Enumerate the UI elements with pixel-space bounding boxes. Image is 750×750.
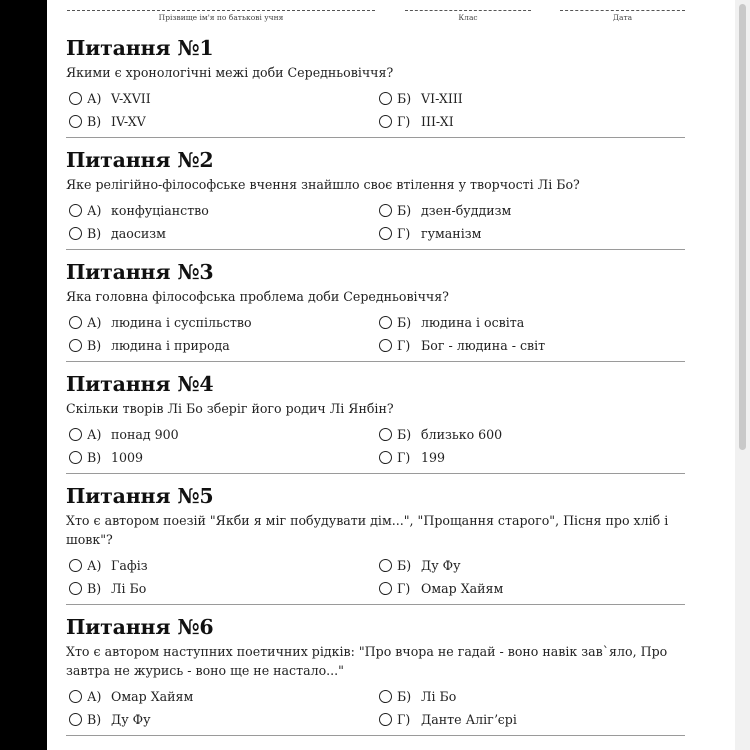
option-letter: Г) bbox=[397, 449, 411, 465]
class-caption: Клас bbox=[458, 13, 478, 22]
radio-button-icon[interactable] bbox=[69, 115, 82, 128]
option-letter: В) bbox=[87, 711, 102, 727]
option-letter: В) bbox=[87, 449, 102, 465]
radio-button-icon[interactable] bbox=[69, 582, 82, 595]
radio-button-icon[interactable] bbox=[379, 713, 392, 726]
option-letter: Г) bbox=[397, 225, 411, 241]
option-text: Ду Фу bbox=[111, 711, 151, 727]
answer-option-v[interactable] bbox=[66, 578, 376, 598]
question-text: Якими є хронологічні межі доби Середньовіччя? bbox=[66, 65, 394, 80]
radio-button-icon[interactable] bbox=[69, 227, 82, 240]
class-field[interactable] bbox=[405, 0, 531, 22]
radio-button-icon[interactable] bbox=[69, 92, 82, 105]
date-line bbox=[560, 0, 685, 11]
answer-options bbox=[66, 686, 685, 729]
answer-option-v[interactable] bbox=[66, 111, 376, 131]
option-letter: А) bbox=[87, 688, 102, 704]
option-letter: А) bbox=[87, 314, 102, 330]
question-text: Скільки творів Лі Бо зберіг його родич Лі Янбін? bbox=[66, 401, 394, 416]
radio-button-icon[interactable] bbox=[69, 428, 82, 441]
radio-button-icon[interactable] bbox=[69, 713, 82, 726]
answer-option-a[interactable] bbox=[66, 200, 376, 220]
option-text: Омар Хайям bbox=[111, 688, 194, 704]
radio-button-icon[interactable] bbox=[379, 227, 392, 240]
option-text: Лі Бо bbox=[421, 688, 457, 704]
radio-button-icon[interactable] bbox=[379, 316, 392, 329]
answer-option-b[interactable] bbox=[376, 424, 685, 444]
question-list bbox=[66, 35, 685, 745]
radio-button-icon[interactable] bbox=[379, 115, 392, 128]
option-letter: А) bbox=[87, 426, 102, 442]
vertical-scrollbar[interactable] bbox=[735, 0, 750, 750]
option-text: дзен-буддизм bbox=[421, 202, 512, 218]
radio-button-icon[interactable] bbox=[379, 559, 392, 572]
option-text: V-XVII bbox=[111, 90, 151, 106]
radio-button-icon[interactable] bbox=[379, 204, 392, 217]
option-letter: В) bbox=[87, 113, 102, 129]
option-text: IV-XV bbox=[111, 113, 146, 129]
option-text: Лі Бо bbox=[111, 580, 147, 596]
option-letter: Б) bbox=[397, 426, 412, 442]
answer-option-g[interactable] bbox=[376, 447, 685, 467]
question-title: Питання №5 bbox=[66, 484, 214, 508]
option-letter: Б) bbox=[397, 202, 412, 218]
answer-option-g[interactable] bbox=[376, 335, 685, 355]
option-text: людина і суспільство bbox=[111, 314, 252, 330]
answer-option-b[interactable] bbox=[376, 312, 685, 332]
answer-options bbox=[66, 424, 685, 467]
student-name-caption: Прізвище ім'я по батькові учня bbox=[158, 13, 284, 22]
option-text: Данте Алігʼєрі bbox=[421, 711, 517, 727]
question-4 bbox=[66, 371, 685, 474]
option-text: Ду Фу bbox=[421, 557, 461, 573]
scrollbar-thumb[interactable] bbox=[739, 4, 746, 450]
option-letter: Б) bbox=[397, 557, 412, 573]
option-letter: В) bbox=[87, 337, 102, 353]
answer-option-v[interactable] bbox=[66, 447, 376, 467]
answer-option-b[interactable] bbox=[376, 555, 685, 575]
question-3 bbox=[66, 259, 685, 362]
question-text: Яке релігійно-філософське вчення знайшло своє втілення у творчості Лі Бо? bbox=[66, 177, 580, 192]
question-text: Яка головна філософська проблема доби Середньовіччя? bbox=[66, 289, 449, 304]
option-letter: Б) bbox=[397, 688, 412, 704]
radio-button-icon[interactable] bbox=[69, 559, 82, 572]
answer-options bbox=[66, 200, 685, 243]
answer-option-g[interactable] bbox=[376, 709, 685, 729]
option-letter: Г) bbox=[397, 711, 411, 727]
option-text: людина і освіта bbox=[421, 314, 525, 330]
option-text: понад 900 bbox=[111, 426, 179, 442]
answer-option-v[interactable] bbox=[66, 709, 376, 729]
option-letter: В) bbox=[87, 580, 102, 596]
radio-button-icon[interactable] bbox=[69, 204, 82, 217]
date-caption: Дата bbox=[612, 13, 633, 22]
answer-option-g[interactable] bbox=[376, 223, 685, 243]
option-text: Омар Хайям bbox=[421, 580, 504, 596]
student-name-field[interactable] bbox=[67, 0, 375, 22]
question-6 bbox=[66, 614, 685, 736]
question-title: Питання №4 bbox=[66, 372, 214, 396]
question-text: Хто є автором поезій "Якби я міг побудувати дім...", "Прощання старого", Пісня про хліб і шовк"? bbox=[66, 513, 669, 547]
question-2 bbox=[66, 147, 685, 250]
question-text: Хто є автором наступних поетичних рідків: "Про вчора не гадай - воно навік зав`яло, Про завтра не журись - воно ще не настало..." bbox=[66, 644, 668, 678]
radio-button-icon[interactable] bbox=[379, 92, 392, 105]
answer-options bbox=[66, 312, 685, 355]
answer-option-g[interactable] bbox=[376, 578, 685, 598]
option-text: людина і природа bbox=[111, 337, 230, 353]
option-text: конфуціанство bbox=[111, 202, 209, 218]
radio-button-icon[interactable] bbox=[379, 690, 392, 703]
question-title: Питання №6 bbox=[66, 615, 214, 639]
option-letter: А) bbox=[87, 557, 102, 573]
question-title: Питання №2 bbox=[66, 148, 214, 172]
answer-option-a[interactable] bbox=[66, 312, 376, 332]
option-text: даосизм bbox=[111, 225, 166, 241]
radio-button-icon[interactable] bbox=[69, 316, 82, 329]
option-text: Бог - людина - світ bbox=[421, 337, 546, 353]
radio-button-icon[interactable] bbox=[379, 428, 392, 441]
quiz-page bbox=[47, 0, 735, 750]
answer-option-a[interactable] bbox=[66, 555, 376, 575]
option-text: 199 bbox=[421, 449, 446, 465]
answer-option-a[interactable] bbox=[66, 424, 376, 444]
option-letter: А) bbox=[87, 90, 102, 106]
question-5 bbox=[66, 483, 685, 605]
radio-button-icon[interactable] bbox=[69, 451, 82, 464]
option-text: гуманізм bbox=[421, 225, 482, 241]
answer-option-v[interactable] bbox=[66, 223, 376, 243]
question-title: Питання №3 bbox=[66, 260, 214, 284]
radio-button-icon[interactable] bbox=[69, 339, 82, 352]
option-letter: Г) bbox=[397, 580, 411, 596]
option-text: VI-XIII bbox=[421, 90, 463, 106]
answer-options bbox=[66, 88, 685, 131]
option-text: 1009 bbox=[111, 449, 144, 465]
student-info-header bbox=[47, 0, 735, 26]
option-letter: Г) bbox=[397, 337, 411, 353]
date-field[interactable] bbox=[560, 0, 685, 22]
radio-button-icon[interactable] bbox=[379, 339, 392, 352]
option-letter: Б) bbox=[397, 90, 412, 106]
answer-option-b[interactable] bbox=[376, 200, 685, 220]
answer-options bbox=[66, 555, 685, 598]
radio-button-icon[interactable] bbox=[69, 690, 82, 703]
option-text: III-XI bbox=[421, 113, 454, 129]
answer-option-a[interactable] bbox=[66, 88, 376, 108]
option-text: Гафіз bbox=[111, 557, 148, 573]
answer-option-a[interactable] bbox=[66, 686, 376, 706]
question-title: Питання №1 bbox=[66, 36, 214, 60]
radio-button-icon[interactable] bbox=[379, 451, 392, 464]
answer-option-g[interactable] bbox=[376, 111, 685, 131]
answer-option-b[interactable] bbox=[376, 686, 685, 706]
radio-button-icon[interactable] bbox=[379, 582, 392, 595]
question-1 bbox=[66, 35, 685, 138]
option-letter: В) bbox=[87, 225, 102, 241]
option-text: близько 600 bbox=[421, 426, 503, 442]
student-name-line bbox=[67, 0, 375, 11]
answer-option-b[interactable] bbox=[376, 88, 685, 108]
answer-option-v[interactable] bbox=[66, 335, 376, 355]
option-letter: Б) bbox=[397, 314, 412, 330]
option-letter: А) bbox=[87, 202, 102, 218]
option-letter: Г) bbox=[397, 113, 411, 129]
class-line bbox=[405, 0, 531, 11]
